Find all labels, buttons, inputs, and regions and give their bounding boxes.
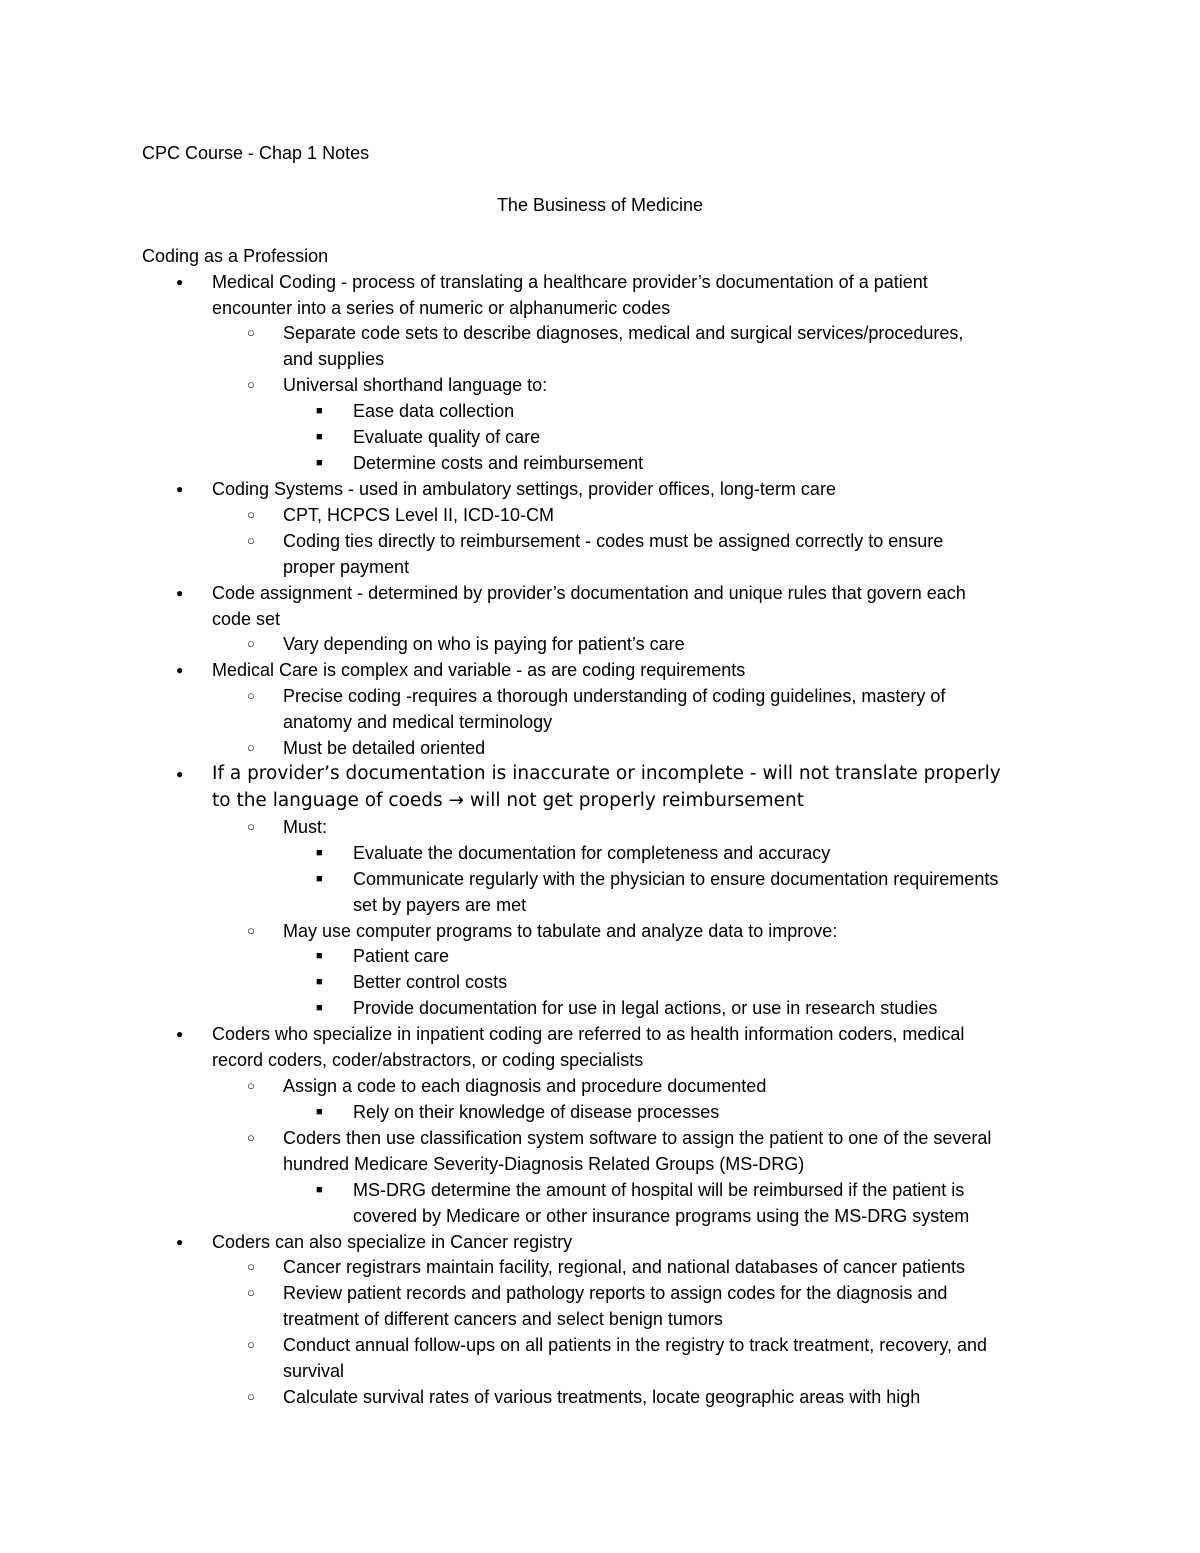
list-item: Vary depending on who is paying for patient’s care (283, 634, 685, 654)
list-item: Must be detailed oriented (283, 738, 486, 758)
list-item: Evaluate quality of care (353, 427, 541, 447)
list-item: Ease data collection (353, 401, 515, 421)
list-item: Code assignment - determined by provider’s documentation and unique rules that govern each (212, 583, 966, 603)
list-item: Cancer registrars maintain facility, regional, and national databases of cancer patients (283, 1257, 966, 1277)
list-item: Conduct annual follow-ups on all patients in the registry to track treatment, recovery, and (283, 1335, 988, 1355)
bullet-level1: ● (176, 767, 184, 781)
bullet-level3: ■ (316, 873, 323, 885)
list-item: encounter into a series of numeric or alphanumeric codes (212, 298, 671, 318)
bullet-level2: ○ (247, 1130, 255, 1145)
list-item: Medical Care is complex and variable - as are coding requirements (212, 660, 746, 680)
bullet-level2: ○ (247, 1259, 255, 1274)
list-item: hundred Medicare Severity-Diagnosis Related Groups (MS-DRG) (283, 1154, 805, 1174)
bullet-level2: ○ (247, 325, 255, 340)
bullet-level3: ■ (316, 1002, 323, 1014)
bullet-level3: ■ (316, 1184, 323, 1196)
list-item: survival (283, 1361, 345, 1381)
list-item: Coding Systems - used in ambulatory settings, provider offices, long-term care (212, 479, 836, 499)
doc-title: CPC Course - Chap 1 Notes (142, 143, 370, 163)
bullet-level2: ○ (247, 1078, 255, 1093)
bullet-level3: ■ (316, 847, 323, 859)
list-item: Better control costs (353, 972, 508, 992)
list-item: Coders can also specialize in Cancer registry (212, 1232, 573, 1252)
list-item: Provide documentation for use in legal actions, or use in research studies (353, 998, 938, 1018)
list-item: Universal shorthand language to: (283, 375, 548, 395)
list-item: CPT, HCPCS Level II, ICD-10-CM (283, 505, 555, 525)
section-title: Coding as a Profession (142, 246, 329, 266)
list-item: Patient care (353, 946, 450, 966)
bullet-level1: ● (176, 1027, 184, 1041)
bullet-level2: ○ (247, 740, 255, 755)
bullet-level1: ● (176, 275, 184, 289)
list-item: Coders then use classification system software to assign the patient to one of the several (283, 1128, 992, 1148)
bullet-level2: ○ (247, 923, 255, 938)
list-item: Communicate regularly with the physician to ensure documentation requirements (353, 869, 999, 889)
bullet-level2: ○ (247, 819, 255, 834)
list-item: covered by Medicare or other insurance programs using the MS-DRG system (353, 1206, 970, 1226)
list-item: Medical Coding - process of translating a healthcare provider’s documentation of a patient (212, 272, 928, 292)
page-heading: The Business of Medicine (496, 195, 704, 215)
list-item: anatomy and medical terminology (283, 712, 553, 732)
bullet-level1: ● (176, 1235, 184, 1249)
list-item: Determine costs and reimbursement (353, 453, 644, 473)
list-item: Rely on their knowledge of disease processes (353, 1102, 720, 1122)
list-item: May use computer programs to tabulate and analyze data to improve: (283, 921, 838, 941)
list-item: and supplies (283, 349, 385, 369)
bullet-level3: ■ (316, 457, 323, 469)
list-item: code set (212, 609, 281, 629)
list-item: to the language of coeds → will not get properly reimbursement (212, 790, 804, 811)
bullet-level1: ● (176, 586, 184, 600)
bullet-level2: ○ (247, 636, 255, 651)
bullet-level2: ○ (247, 688, 255, 703)
bullet-level3: ■ (316, 1106, 323, 1118)
bullet-level1: ● (176, 482, 184, 496)
list-item: Must: (283, 817, 328, 837)
list-item: Coders who specialize in inpatient coding are referred to as health information coders, medical (212, 1024, 965, 1044)
bullet-level2: ○ (247, 533, 255, 548)
bullet-level3: ■ (316, 431, 323, 443)
bullet-level3: ■ (316, 976, 323, 988)
list-item: Review patient records and pathology reports to assign codes for the diagnosis and (283, 1283, 948, 1303)
bullet-level2: ○ (247, 1337, 255, 1352)
bullet-level2: ○ (247, 507, 255, 522)
list-item: set by payers are met (353, 895, 527, 915)
list-item: proper payment (283, 557, 410, 577)
list-item: MS-DRG determine the amount of hospital will be reimbursed if the patient is (353, 1180, 965, 1200)
list-item: If a provider’s documentation is inaccurate or incomplete - will not translate properly (212, 763, 1001, 784)
list-item: record coders, coder/abstractors, or coding specialists (212, 1050, 644, 1070)
bullet-level2: ○ (247, 1285, 255, 1300)
list-item: Separate code sets to describe diagnoses, medical and surgical services/procedures, (283, 323, 964, 343)
bullet-level2: ○ (247, 377, 255, 392)
bullet-level3: ■ (316, 950, 323, 962)
list-item: Coding ties directly to reimbursement - codes must be assigned correctly to ensure (283, 531, 944, 551)
list-item: Assign a code to each diagnosis and procedure documented (283, 1076, 767, 1096)
bullet-level1: ● (176, 663, 184, 677)
list-item: Evaluate the documentation for completeness and accuracy (353, 843, 831, 863)
list-item: treatment of different cancers and select benign tumors (283, 1309, 723, 1329)
list-item: Calculate survival rates of various treatments, locate geographic areas with high (283, 1387, 921, 1407)
list-item: Precise coding -requires a thorough understanding of coding guidelines, mastery of (283, 686, 946, 706)
bullet-level2: ○ (247, 1389, 255, 1404)
bullet-level3: ■ (316, 405, 323, 417)
